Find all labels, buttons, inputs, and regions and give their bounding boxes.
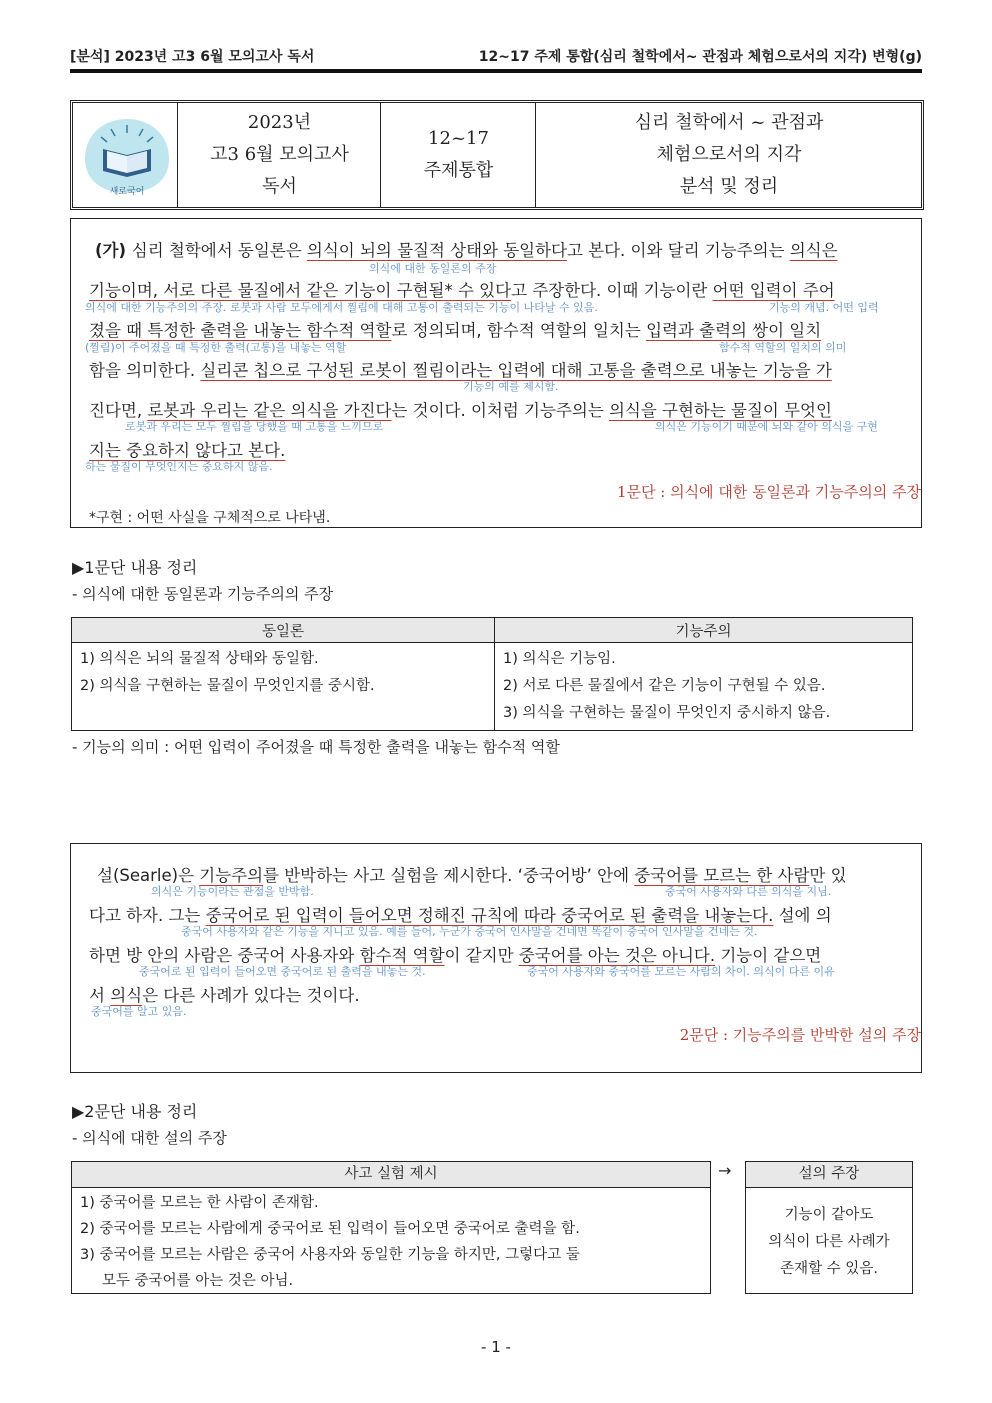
note: 중국어 사용자와 다른 의식을 지님. bbox=[665, 885, 832, 898]
table-cell-functionalism bbox=[495, 643, 913, 731]
title-range-cell bbox=[380, 103, 536, 207]
header-divider bbox=[70, 69, 922, 73]
note: 중국어 사용자와 같은 기능을 지니고 있음. 예를 들어, 누군가 중국어 인사말을 건네면 똑같이 중국어 인사말을 건네는 것. bbox=[181, 925, 758, 938]
title-box bbox=[70, 100, 924, 210]
page-number: - 1 - bbox=[481, 1338, 511, 1356]
note: 하는 물질이 무엇인지는 중요하지 않음. bbox=[85, 460, 273, 473]
passage-1-line-3: 졌을 때 특정한 출력을 내놓는 함수적 역할로 정의되며, 함수적 역할의 일치는 입력과 출력의 쌍이 일치 bbox=[89, 321, 822, 340]
footnote: *구현 : 어떤 사실을 구체적으로 나타냄. bbox=[89, 510, 331, 526]
thought-experiment-list bbox=[72, 1188, 710, 1296]
passage-1-line-1: (가) 심리 철학에서 동일론은 의식이 뇌의 물질적 상태와 동일하다고 본다. 이와 달리 기능주의는 의식은 bbox=[95, 241, 838, 260]
list-item: 3) 중국어를 모르는 사람은 중국어 사용자와 동일한 기능을 하지만, 그렇다고 둘 bbox=[80, 1247, 580, 1263]
header-right: 12~17 주제 통합(심리 철학에서~ 관점과 체험으로서의 지각) 변형(g) bbox=[478, 49, 922, 65]
arrow-icon: → bbox=[718, 1161, 732, 1180]
title-year-cell bbox=[177, 103, 381, 207]
passage-1-line-6: 지는 중요하지 않다고 본다. bbox=[89, 441, 286, 460]
note: 중국어를 알고 있음. bbox=[91, 1005, 187, 1018]
paragraph-1-summary: 1문단 : 의식에 대한 동일론과 기능주의의 주장 bbox=[616, 483, 921, 501]
logo-text: 새로국어 bbox=[109, 187, 145, 197]
title-exam: 고3 6월 모의고사 bbox=[210, 144, 349, 165]
section-1-subtitle: - 의식에 대한 동일론과 기능주의의 주장 bbox=[72, 585, 334, 603]
table-header: 기능주의 bbox=[495, 618, 913, 643]
section-2-subtitle: - 의식에 대한 설의 주장 bbox=[72, 1129, 227, 1147]
title-year: 2023년 bbox=[247, 112, 312, 133]
list-item: 2) 중국어를 모르는 사람에게 중국어로 된 입력이 들어오면 중국어로 출력을 함. bbox=[80, 1221, 580, 1237]
note: 중국어 사용자와 중국어를 모르는 사람의 차이. 의식이 다른 이유 bbox=[527, 965, 835, 978]
paragraph-2-summary: 2문단 : 기능주의를 반박한 설의 주장 bbox=[679, 1026, 921, 1044]
list-item: 1) 의식은 기능임. bbox=[503, 651, 616, 667]
list-item: 1) 의식은 뇌의 물질적 상태와 동일함. bbox=[80, 651, 319, 667]
searle-claim-text bbox=[746, 1188, 912, 1283]
list-item: 1) 중국어를 모르는 한 사람이 존재함. bbox=[80, 1195, 319, 1211]
note: 의식에 대한 동일론의 주장 bbox=[369, 262, 497, 275]
searle-claim-header: 설의 주장 bbox=[746, 1162, 912, 1188]
section-1-table bbox=[71, 617, 913, 731]
list-item: 2) 서로 다른 물질에서 같은 기능이 구현될 수 있음. bbox=[503, 678, 826, 694]
note: 중국어로 된 입력이 들어오면 중국어로 된 출력을 내놓는 것. bbox=[139, 965, 426, 978]
header-left: [분석] 2023년 고3 6월 모의고사 독서 bbox=[70, 49, 315, 65]
claim-line: 존재할 수 있음. bbox=[780, 1261, 878, 1277]
list-item: 2) 의식을 구현하는 물질이 무엇인지를 중시함. bbox=[80, 678, 375, 694]
note: 의식은 기능이기 때문에 뇌와 같아 의식을 구현 bbox=[655, 420, 878, 433]
claim-line: 의식이 다른 사례가 bbox=[768, 1234, 890, 1250]
table-header: 동일론 bbox=[72, 618, 495, 643]
title-topic-1: 심리 철학에서 ~ 관점과 bbox=[634, 112, 824, 133]
table-cell-identity bbox=[72, 643, 495, 731]
title-type: 주제통합 bbox=[423, 160, 494, 181]
section-2-heading: ▶2문단 내용 정리 bbox=[72, 1102, 198, 1121]
passage-1-line-2: 기능이며, 서로 다른 물질에서 같은 기능이 구현될* 수 있다고 주장한다. 이때 기능이란 어떤 입력이 주어 bbox=[89, 281, 835, 300]
passage-label: (가) bbox=[95, 241, 132, 260]
note: 로봇과 우리는 모두 찔림을 당했을 때 고통을 느끼므로 bbox=[125, 420, 384, 433]
passage-1-line-5: 진다면, 로봇과 우리는 같은 의식을 가진다는 것이다. 이처럼 기능주의는 의식을 구현하는 물질이 무엇인 bbox=[89, 401, 832, 420]
passage-2-line-4: 서 의식은 다른 사례가 있다는 것이다. bbox=[89, 986, 360, 1005]
passage-2-box bbox=[70, 843, 922, 1073]
title-topic-2: 체험으로서의 지각 bbox=[656, 144, 802, 165]
note: 기능의 개념. 어떤 입력 bbox=[769, 301, 879, 314]
thought-experiment-box bbox=[71, 1161, 711, 1294]
title-topic-3: 분석 및 정리 bbox=[679, 176, 779, 197]
passage-1-box bbox=[70, 218, 922, 528]
list-item: 3) 의식을 구현하는 물질이 무엇인지 중시하지 않음. bbox=[503, 705, 831, 721]
list-item: 모두 중국어를 아는 것은 아님. bbox=[102, 1273, 294, 1289]
note: 함수적 역할의 일치의 의미 bbox=[719, 341, 847, 354]
note: 기능의 예를 제시함. bbox=[463, 380, 559, 393]
thought-experiment-header: 사고 실험 제시 bbox=[72, 1162, 710, 1188]
title-topic-cell bbox=[535, 103, 922, 207]
passage-1-line-4: 함을 의미한다. 실리콘 칩으로 구성된 로봇이 찔림이라는 입력에 대해 고통을 출력으로 내놓는 기능을 가 bbox=[89, 361, 832, 380]
logo-cell bbox=[73, 103, 177, 207]
passage-2-line-3: 하면 방 안의 사람은 중국어 사용자와 함수적 역할이 같지만 중국어를 아는 것은 아니다. 기능이 같으면 bbox=[89, 946, 822, 965]
section-1-heading: ▶1문단 내용 정리 bbox=[72, 558, 198, 577]
title-subject: 독서 bbox=[262, 176, 297, 197]
logo bbox=[81, 115, 173, 195]
title-range: 12~17 bbox=[428, 128, 489, 149]
claim-line: 기능이 같아도 bbox=[784, 1207, 874, 1223]
passage-2-line-2: 다고 하자. 그는 중국어로 된 입력이 들어오면 정해진 규칙에 따라 중국어로 된 출력을 내놓는다. 설에 의 bbox=[89, 906, 832, 925]
passage-2-line-1: 설(Searle)은 기능주의를 반박하는 사고 실험을 제시한다. ‘중국어방’ 안에 중국어를 모르는 한 사람만 있 bbox=[97, 866, 847, 885]
note: (찔림)이 주어졌을 때 특정한 출력(고통)을 내놓는 역할 bbox=[85, 341, 347, 354]
note: 의식에 대한 기능주의의 주장. 로봇과 사람 모두에게서 찔림에 대해 고통이 출력되는 기능이 나타날 수 있음. bbox=[85, 301, 598, 314]
searle-claim-box bbox=[745, 1161, 913, 1294]
note: 의식은 기능이라는 관점을 반박함. bbox=[151, 885, 314, 898]
function-definition: - 기능의 의미 : 어떤 입력이 주어졌을 때 특정한 출력을 내놓는 함수적 역할 bbox=[72, 738, 560, 756]
